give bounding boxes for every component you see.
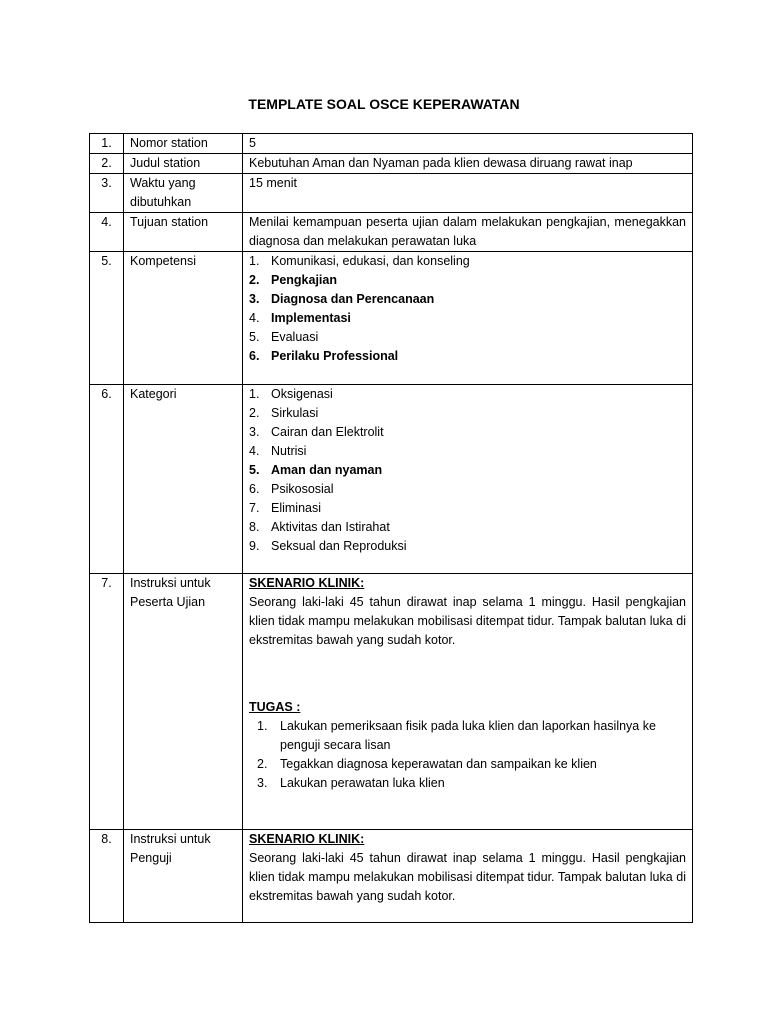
list-item [249,461,686,480]
table-row [90,213,693,252]
list-number: 3. [257,776,268,790]
row-content [243,252,693,385]
row-content: 15 menit [243,174,693,213]
row-content: Kebutuhan Aman dan Nyaman pada klien dewasa diruang rawat inap [243,154,693,174]
tugas-list [249,717,686,793]
list-text: Aktivitas dan Istirahat [271,520,390,534]
list-item [249,499,686,518]
list-number: 2. [257,757,268,771]
row-number: 6. [90,385,124,574]
row-content: 5 [243,134,693,154]
list-number: 3. [249,292,260,306]
list-text: Oksigenasi [271,387,333,401]
list-text: Cairan dan Elektrolit [271,425,384,439]
row-label: Tujuan station [124,213,243,252]
kategori-list [249,385,686,556]
list-item [249,290,686,309]
list-number: 6. [249,482,260,496]
row-content: Menilai kemampuan peserta ujian dalam melakukan pengkajian, menegakkan diagnosa dan melakukan perawatan luka [243,213,693,252]
list-text: Sirkulasi [271,406,319,420]
list-item [257,755,686,774]
list-text: Evaluasi [271,330,319,344]
list-item [249,347,686,366]
row-label: Kategori [124,385,243,574]
list-text: Nutrisi [271,444,307,458]
table-row [90,174,693,213]
table-row [90,154,693,174]
tugas-heading: TUGAS : [249,700,301,714]
list-number: 4. [249,444,260,458]
row-number: 5. [90,252,124,385]
row-label: Instruksi untuk Penguji [124,830,243,923]
list-number: 2. [249,406,260,420]
table-row [90,830,693,923]
row-number: 7. [90,574,124,830]
list-number: 9. [249,539,260,553]
list-item [249,442,686,461]
list-number: 1. [249,254,260,268]
list-text: Diagnosa dan Perencanaan [271,292,435,306]
row-label: Judul station [124,154,243,174]
spacer [249,650,686,698]
row-number: 8. [90,830,124,923]
row-number: 1. [90,134,124,154]
list-number: 4. [249,311,260,325]
list-number: 1. [249,387,260,401]
list-item [249,423,686,442]
list-item [249,271,686,290]
list-item [249,328,686,347]
list-text: Perilaku Professional [271,349,399,363]
row-number: 3. [90,174,124,213]
list-number: 6. [249,349,260,363]
list-number: 7. [249,501,260,515]
row-label: Instruksi untuk Peserta Ujian [124,574,243,830]
skenario-text: Seorang laki-laki 45 tahun dirawat inap selama 1 minggu. Hasil pengkajian klien tidak mampu melakukan mobilisasi ditempat tidur. Tampak balutan luka di ekstremitas bawah yang sudah kotor. [249,851,686,903]
page-title: TEMPLATE SOAL OSCE KEPERAWATAN [248,96,520,112]
row-number: 4. [90,213,124,252]
skenario-heading: SKENARIO KLINIK: [249,832,365,846]
list-item [249,537,686,556]
list-number: 2. [249,273,260,287]
row-label: Kompetensi [124,252,243,385]
list-item [257,717,686,755]
row-content [243,830,693,923]
list-item [249,404,686,423]
list-text: Seksual dan Reproduksi [271,539,407,553]
list-text: Psikososial [271,482,334,496]
list-number: 5. [249,463,260,477]
list-text: Lakukan pemeriksaan fisik pada luka klien dan laporkan hasilnya ke penguji secara lisan [280,719,656,752]
list-text: Lakukan perawatan luka klien [280,776,445,790]
row-label: Waktu yang dibutuhkan [124,174,243,213]
list-item [249,385,686,404]
osce-table [89,133,693,923]
list-item [249,252,686,271]
skenario-heading: SKENARIO KLINIK: [249,576,365,590]
table-row [90,385,693,574]
list-number: 3. [249,425,260,439]
list-text: Komunikasi, edukasi, dan konseling [271,254,470,268]
list-number: 5. [249,330,260,344]
list-number: 1. [257,719,268,733]
skenario-text: Seorang laki-laki 45 tahun dirawat inap selama 1 minggu. Hasil pengkajian klien tidak mampu melakukan mobilisasi ditempat tidur. Tampak balutan luka di ekstremitas bawah yang sudah kotor. [249,595,686,647]
table-row [90,574,693,830]
kompetensi-list [249,252,686,366]
list-item [249,309,686,328]
list-item [249,518,686,537]
list-text: Implementasi [271,311,351,325]
row-content [243,574,693,830]
list-text: Pengkajian [271,273,337,287]
row-content [243,385,693,574]
list-text: Tegakkan diagnosa keperawatan dan sampaikan ke klien [280,757,597,771]
table-row [90,134,693,154]
table-row [90,252,693,385]
list-text: Aman dan nyaman [271,463,383,477]
list-item [257,774,686,793]
list-text: Eliminasi [271,501,322,515]
list-item [249,480,686,499]
row-label: Nomor station [124,134,243,154]
row-number: 2. [90,154,124,174]
list-number: 8. [249,520,260,534]
